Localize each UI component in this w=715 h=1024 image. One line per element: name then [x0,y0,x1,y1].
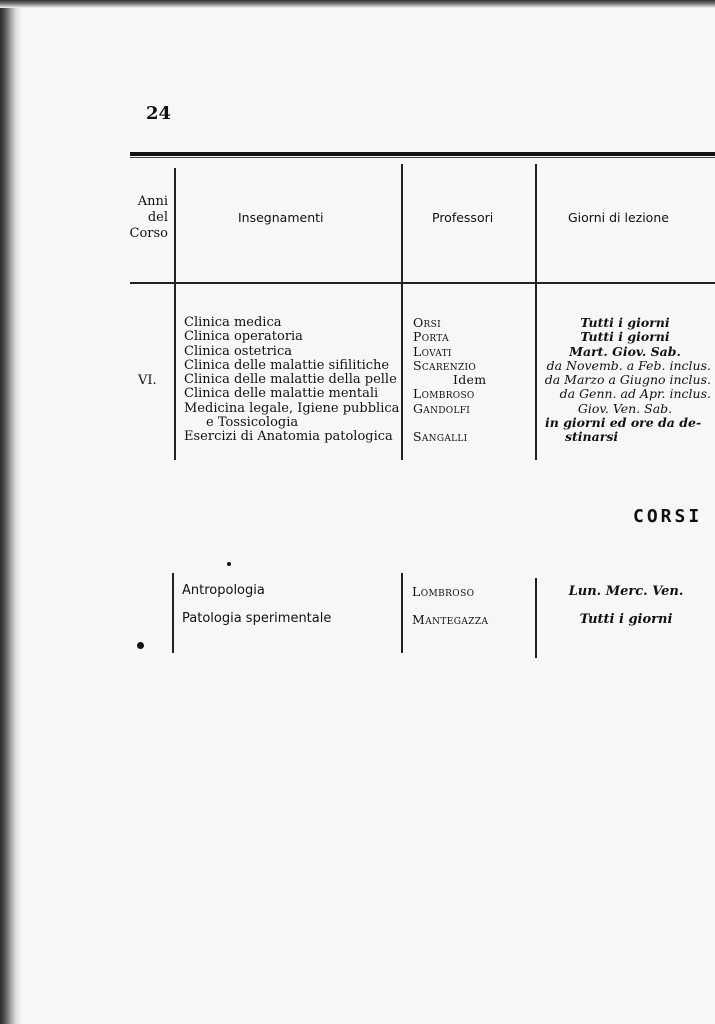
list-item: Medicina legale, Igiene pubblica [184,400,400,416]
corso-giorni: Lun. Merc. Ven. [568,584,684,599]
column-divider [535,578,537,658]
section-heading-corsi: CORSI [633,506,703,527]
list-item: Scarenzio [413,357,477,373]
scan-left-edge [0,0,22,1024]
corso-insegnamento: Antropologia [182,583,265,598]
list-item: da Marzo a Giugno inclus. [544,372,711,388]
page-number: 24 [146,103,172,124]
list-item: e Tossicologia [206,415,299,431]
list-item: in giorni ed ore da de- [545,415,702,431]
header-professori: Professori [432,210,494,225]
list-item: Mart. Giov. Sab. [569,343,681,359]
list-item: Esercizi di Anatomia patologica [184,429,393,445]
list-item: Orsi [413,315,441,330]
list-item: Lombroso [413,386,475,402]
table-top-rule-thin [130,157,715,158]
column-divider [174,168,176,460]
list-item [413,416,486,430]
list-item: Clinica operatoria [184,329,303,345]
list-item: Gandolfi [413,400,471,416]
list-item: Sangalli [413,429,468,445]
insegnamenti-list [184,316,399,445]
column-divider [401,573,403,653]
list-item: Tutti i giorni [580,315,670,330]
header-giorni-di-lezione: Giorni di lezione [568,210,669,225]
column-divider [401,164,403,460]
corso-professore: Mantegazza [412,612,489,627]
list-item: Clinica delle malattie mentali [184,386,379,402]
list-item: Clinica delle malattie della pelle [184,372,397,388]
scan-top-edge [0,0,715,8]
list-item: Porta [413,329,449,345]
professori-list [413,316,486,445]
list-item: Idem [453,372,487,388]
list-item: Lovati [413,343,452,359]
corso-giorni: Tutti i giorni [579,612,673,627]
list-item: Giov. Ven. Sab. [577,400,673,416]
list-item: Clinica medica [184,315,282,330]
header-anni-del-corso: Anni del Corso [129,194,168,241]
corso-insegnamento: Patologia sperimentale [182,611,332,626]
year-label: VI. [138,373,157,388]
corso-professore: Lombroso [412,584,475,599]
list-item: Clinica delle malattie sifilitiche [184,357,390,373]
list-item: da Genn. ad Apr. inclus. [559,386,711,402]
list-item: Tutti i giorni [580,329,670,345]
column-divider [172,573,174,653]
giorni-list [537,316,713,445]
list-item: Clinica ostetrica [184,343,292,359]
ink-mark [227,562,231,566]
table-top-rule [130,152,715,156]
header-insegnamenti: Insegnamenti [238,210,324,225]
header-bottom-rule [130,282,715,284]
list-item: stinarsi [565,429,619,445]
list-item: da Novemb. a Feb. inclus. [546,357,711,373]
ink-mark [137,642,144,649]
